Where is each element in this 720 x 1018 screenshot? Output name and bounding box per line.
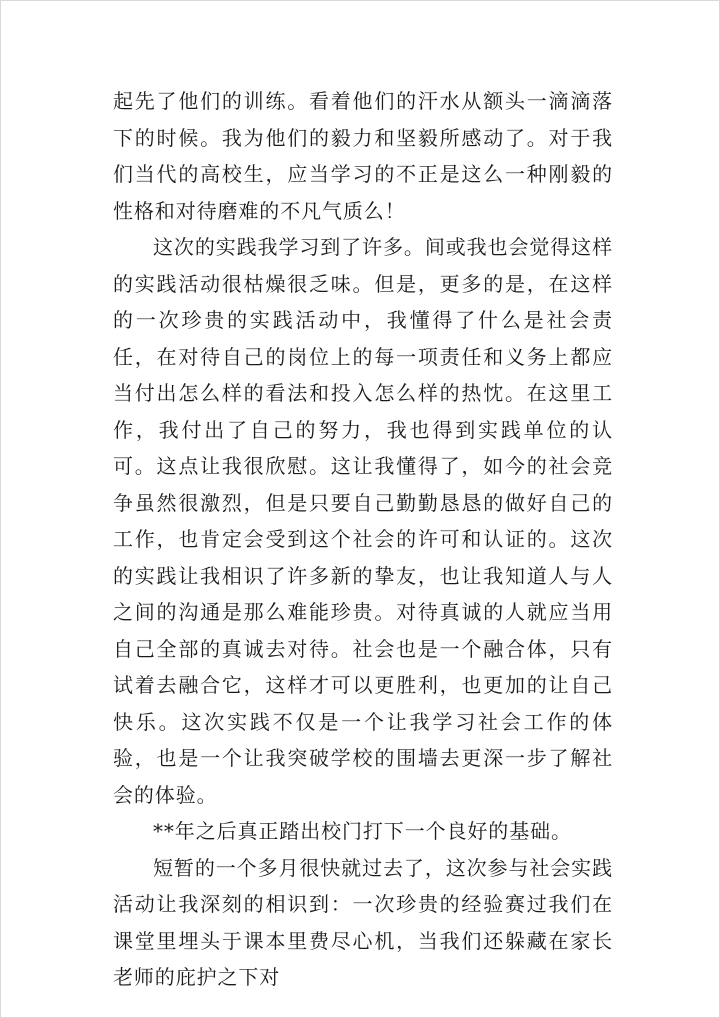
document-body (113, 83, 613, 996)
paragraph-3: **年之后真正踏出校门打下一个良好的基础。 (153, 819, 572, 843)
paragraph-4: 短暂的一个多月很快就过去了，这次参与社会实践活动让我深刻的相识到：一次珍贵的经验赛过我们在课堂里埋头于课本里费尽心机，当我们还躲藏在家长老师的庇护之下对 (113, 855, 613, 989)
paragraph-1: 起先了他们的训练。看着他们的汗水从额头一滴滴落下的时候。我为他们的毅力和坚毅所感动了。对于我们当代的高校生，应当学习的不正是这么一种刚毅的性格和对待磨难的不凡气质么！ (113, 89, 613, 223)
paragraph-2: 这次的实践我学习到了许多。间或我也会觉得这样的实践活动很枯燥很乏味。但是，更多的是，在这样的一次珍贵的实践活动中，我懂得了什么是社会责任，在对待自己的岗位上的每一项责任和义务上都应当付出怎么样的看法和投入怎么样的热忱。在这里工作，我付出了自己的努力，我也得到实践单位的认可。这点让我很欣慰。这让我懂得了，如今的社会竞争虽然很激烈，但是只要自己勤勤恳恳的做好自己的工作，也肯定会受到这个社会的许可和认证的。这次的实践让我相识了许多新的挚友，也让我知道人与人之间的沟通是那么难能珍贵。对待真诚的人就应当用自己全部的真诚去对待。社会也是一个融合体，只有试着去融合它，这样才可以更胜利，也更加的让自己快乐。这次实践不仅是一个让我学习社会工作的体验，也是一个让我突破学校的围墙去更深一步了解社会的体验。 (113, 235, 613, 807)
